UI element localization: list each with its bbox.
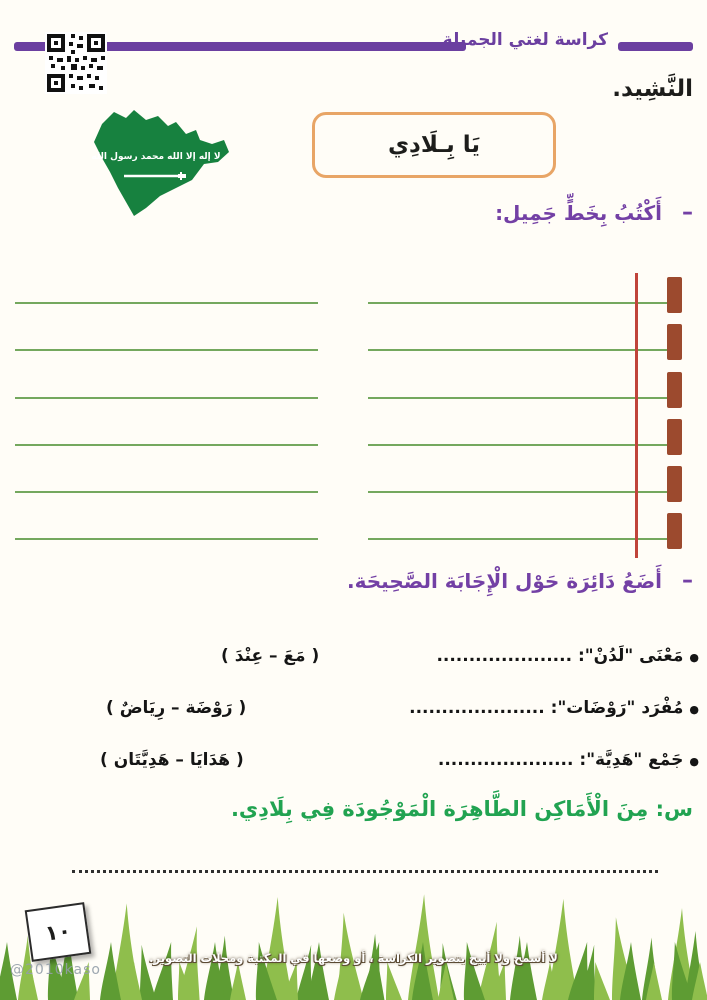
writing-line <box>15 302 318 304</box>
task-dash: – <box>682 200 693 225</box>
line-start-tab <box>667 277 682 313</box>
line-start-tab <box>667 372 682 408</box>
writing-line <box>15 538 318 540</box>
mcq-row <box>100 742 699 778</box>
booklet-title: كراسة لغتي الجميلة <box>442 30 608 50</box>
task-handwriting <box>495 200 693 225</box>
writing-line <box>368 349 668 351</box>
writing-line <box>15 491 318 493</box>
mcq-row <box>106 690 699 726</box>
line-start-tab <box>667 324 682 360</box>
bullet-icon: ● <box>689 651 699 664</box>
mcq-row <box>221 638 699 674</box>
writing-line <box>368 538 668 540</box>
writing-line <box>15 444 318 446</box>
task-circle-answer-label: أَضَعُ دَائِرَة حَوْل الْإِجَابَة الصَّحِيحَة. <box>347 568 662 593</box>
header-rule-right <box>618 42 693 51</box>
line-start-tab <box>667 513 682 549</box>
writing-line <box>368 302 668 304</box>
mcq-prompt: ●مَعْنَى "لَدُنْ": ..................... <box>436 646 699 666</box>
lesson-title: النَّشِيد. <box>612 76 693 102</box>
page-number: ١٠ <box>43 918 73 946</box>
writing-line <box>368 491 668 493</box>
task-circle-answer <box>347 568 693 593</box>
poem-title: يَا بِـلَادِي <box>387 132 481 158</box>
mcq-choices: ( رَوْضَة – رِيَاضٌ ) <box>106 698 247 718</box>
watermark: @2010kaso <box>10 962 101 978</box>
bullet-icon: ● <box>689 703 699 716</box>
mcq-prompt: ●جَمْع "هَدِيَّة": ..................... <box>437 750 699 770</box>
qr-code-icon <box>45 32 107 94</box>
written-question: س: مِنَ الْأَمَاكِن الطَّاهِرَة الْمَوْجُودَة فِي بِلَادِي. <box>230 797 693 821</box>
margin-rule <box>635 273 638 558</box>
task-handwriting-label: أَكْتُبُ بِخَطٍّ جَمِيل: <box>495 200 662 225</box>
mcq-choices: ( مَعَ – عِنْدَ ) <box>221 646 320 666</box>
writing-line <box>15 349 318 351</box>
bullet-icon: ● <box>689 755 699 768</box>
writing-line <box>368 444 668 446</box>
writing-line <box>368 397 668 399</box>
saudi-map-icon <box>72 102 234 222</box>
line-start-tab <box>667 466 682 502</box>
map-shahada-text: لا إله إلا الله محمد رسول الله <box>91 152 221 162</box>
mcq-prompt: ●مُفْرَد "رَوْضَات": ..................... <box>409 698 699 718</box>
mcq-choices: ( هَدَايَا – هَدِيَّتَان ) <box>100 750 244 770</box>
copyright-notice: لا أسمح ولا أبيح بتصوير الكراسة ، أو وضعها في المكتبة ومحلات التصوير. <box>149 951 558 965</box>
line-start-tab <box>667 419 682 455</box>
task-dash: – <box>682 568 693 593</box>
poem-title-box <box>312 112 556 178</box>
grass-decoration-icon <box>0 885 707 1000</box>
writing-line <box>15 397 318 399</box>
answer-dotted-line <box>72 856 658 873</box>
